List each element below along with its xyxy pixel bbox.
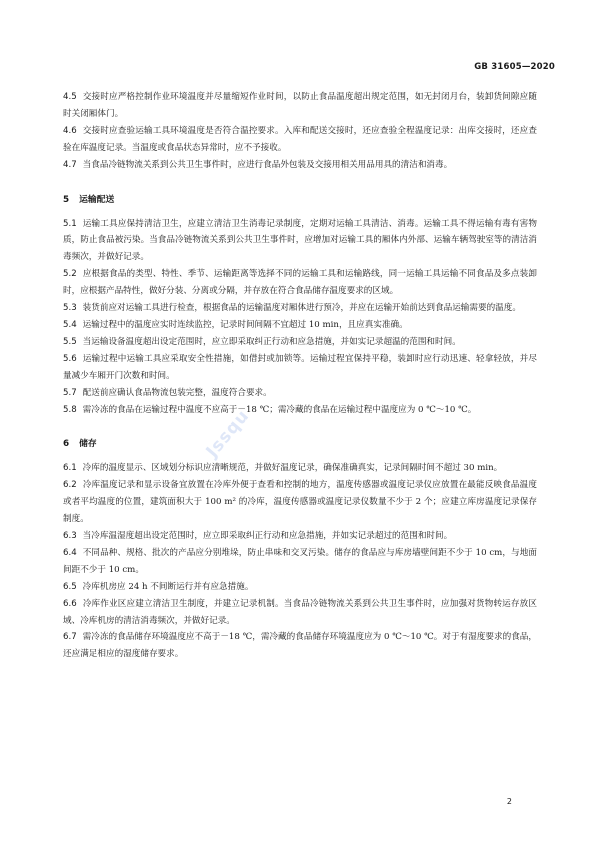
clause-text: 交接时应严格控制作业环境温度并尽量缩短作业时间，以防止食品温度超出规定范围，如无封闭月台，装卸货间隙应随时关闭厢体门。 [63, 92, 537, 119]
clause-number: 5.3 [63, 303, 77, 314]
clause-text: 不同品种、规格、批次的产品应分别堆垛，防止串味和交叉污染。储存的食品应与库房墙壁间距不少于 10 cm，与地面间距不少于 10 cm。 [63, 547, 537, 575]
clause [63, 579, 537, 596]
clause-text: 运输过程中的温度应实时连续监控，记录时间间隔不宜超过 10 min，且应真实准确。 [82, 319, 408, 330]
section-heading-6 [63, 436, 537, 452]
clause-number: 5.1 [63, 218, 77, 229]
clause-text: 交接时应查验运输工具环境温度是否符合温控要求。入库和配送交接时，还应查验全程温度记录：出库交接时，还应查验在库温度记录。当温度或食品状态异常时，应不予接收。 [63, 125, 537, 153]
clause-text: 冷库机房应 24 h 不间断运行并有应急措施。 [82, 581, 254, 592]
clause-text: 当运输设备温度超出设定范围时，应立即采取纠正行动和应急措施，并如实记录超温的范围和时间。 [82, 336, 461, 347]
clause [63, 477, 537, 528]
clause-text: 配送前应确认食品物流包装完整，温度符合要求。 [82, 387, 272, 398]
clause [63, 528, 537, 545]
clause-text: 冷库温度记录和显示设备宜放置在冷库外便于查看和控制的地方，温度传感器或温度记录仪应放置在最能反映食品温度或者平均温度的位置，建筑面积大于 100 m² 的冷库，温度传感器或温度记录仪数量不少于 2 个；应建立库房温度记录保存制度。 [63, 480, 537, 525]
clause-text: 需冷冻的食品在运输过程中温度不应高于－18 ℃；需冷藏的食品在运输过程中温度应为 0 ℃～10 ℃。 [82, 404, 477, 415]
clause [63, 596, 537, 630]
clause-number: 6.4 [63, 547, 77, 558]
page-number: 2 [506, 797, 512, 806]
clause-text: 当冷库温湿度超出设定范围时，应立即采取纠正行动和应急措施，并如实记录超过的范围和时间。 [82, 531, 453, 542]
clause-text: 应根据食品的类型、特性、季节、运输距离等选择不同的运输工具和运输路线，同一运输工具运输不同食品及多点装卸时，应根据产品特性，做好分装、分离或分隔，并存放在符合食品储存温度要求的区域。 [63, 269, 537, 297]
clause-number: 4.6 [63, 125, 77, 136]
clause [63, 545, 537, 579]
clause-text: 运输工具应保持清洁卫生，应建立清洁卫生消毒记录制度，定期对运输工具清洁、消毒。运输工具不得运输有毒有害物质，防止食品被污染。当食品冷链物流关系到公共卫生事件时，应增加对运输工具的厢体内外部、运输车辆驾驶室等的清洁消毒频次，并做好记录。 [63, 218, 537, 263]
clause-text: 冷库作业区应建立清洁卫生制度，并建立记录机制。当食品冷链物流关系到公共卫生事件时，应加强对货物转运存放区域、冷库机房的清洁消毒频次，并做好记录。 [63, 598, 537, 626]
watermark: Jssqu [202, 405, 254, 462]
clause-number: 5.2 [63, 269, 77, 280]
clause [63, 300, 537, 317]
section-heading-5 [63, 192, 537, 208]
clause [63, 402, 537, 419]
clause-number: 5.7 [63, 387, 77, 398]
document-body [63, 89, 537, 663]
clause [63, 629, 537, 663]
section-5-clauses [63, 216, 537, 419]
clause [63, 460, 537, 477]
clause-text: 需冷冻的食品储存环境温度应不高于－18 ℃，需冷藏的食品储存环境温度应为 0 ℃～10 ℃。对于有湿度要求的食品，还应满足相应的湿度储存要求。 [63, 632, 537, 660]
clause [63, 89, 537, 123]
clause [63, 216, 537, 267]
clause-number: 5.6 [63, 353, 77, 364]
clause-number: 6.1 [63, 463, 77, 474]
clause [63, 317, 537, 334]
clause [63, 157, 537, 174]
clause-number: 6.5 [63, 581, 77, 592]
clause-number: 6.3 [63, 531, 77, 542]
clause [63, 123, 537, 157]
clause-number: 4.5 [63, 92, 77, 102]
standard-number: GB 31605—2020 [474, 62, 555, 72]
clause-text: 冷库的温度显示、区域划分标识应清晰规范，并做好温度记录，确保准确真实，记录间隔时间不超过 30 min。 [82, 463, 503, 474]
clause [63, 334, 537, 351]
section-title: 储存 [79, 439, 97, 450]
section-6-clauses [63, 460, 537, 663]
clause-number: 5.8 [63, 404, 77, 415]
clause-text: 当食品冷链物流关系到公共卫生事件时，应进行食品外包装及交接用相关用品用具的清洁和消毒。 [82, 159, 453, 170]
clause [63, 385, 537, 402]
section-title: 运输配送 [79, 194, 115, 205]
clause [63, 351, 537, 385]
clause-number: 6.6 [63, 598, 77, 609]
clause-number: 6.2 [63, 480, 77, 491]
clause-number: 5.4 [63, 319, 77, 330]
clause-number: 6.7 [63, 632, 77, 643]
clause-text: 装货前应对运输工具进行检查，根据食品的运输温度对厢体进行预冷，并应在运输开始前达到食品运输需要的温度。 [82, 303, 521, 314]
section-number: 6 [63, 439, 70, 450]
clause-text: 运输过程中运输工具应采取安全性措施，如借封或加锁等。运输过程宜保持平稳，装卸时应行动迅速、轻拿轻放，并尽量减少车厢开门次数和时间。 [63, 353, 537, 381]
clause [63, 266, 537, 300]
clause-number: 5.5 [63, 336, 77, 347]
section-number: 5 [63, 194, 70, 205]
clause-number: 4.7 [63, 159, 77, 170]
section-4-clauses [63, 89, 537, 174]
